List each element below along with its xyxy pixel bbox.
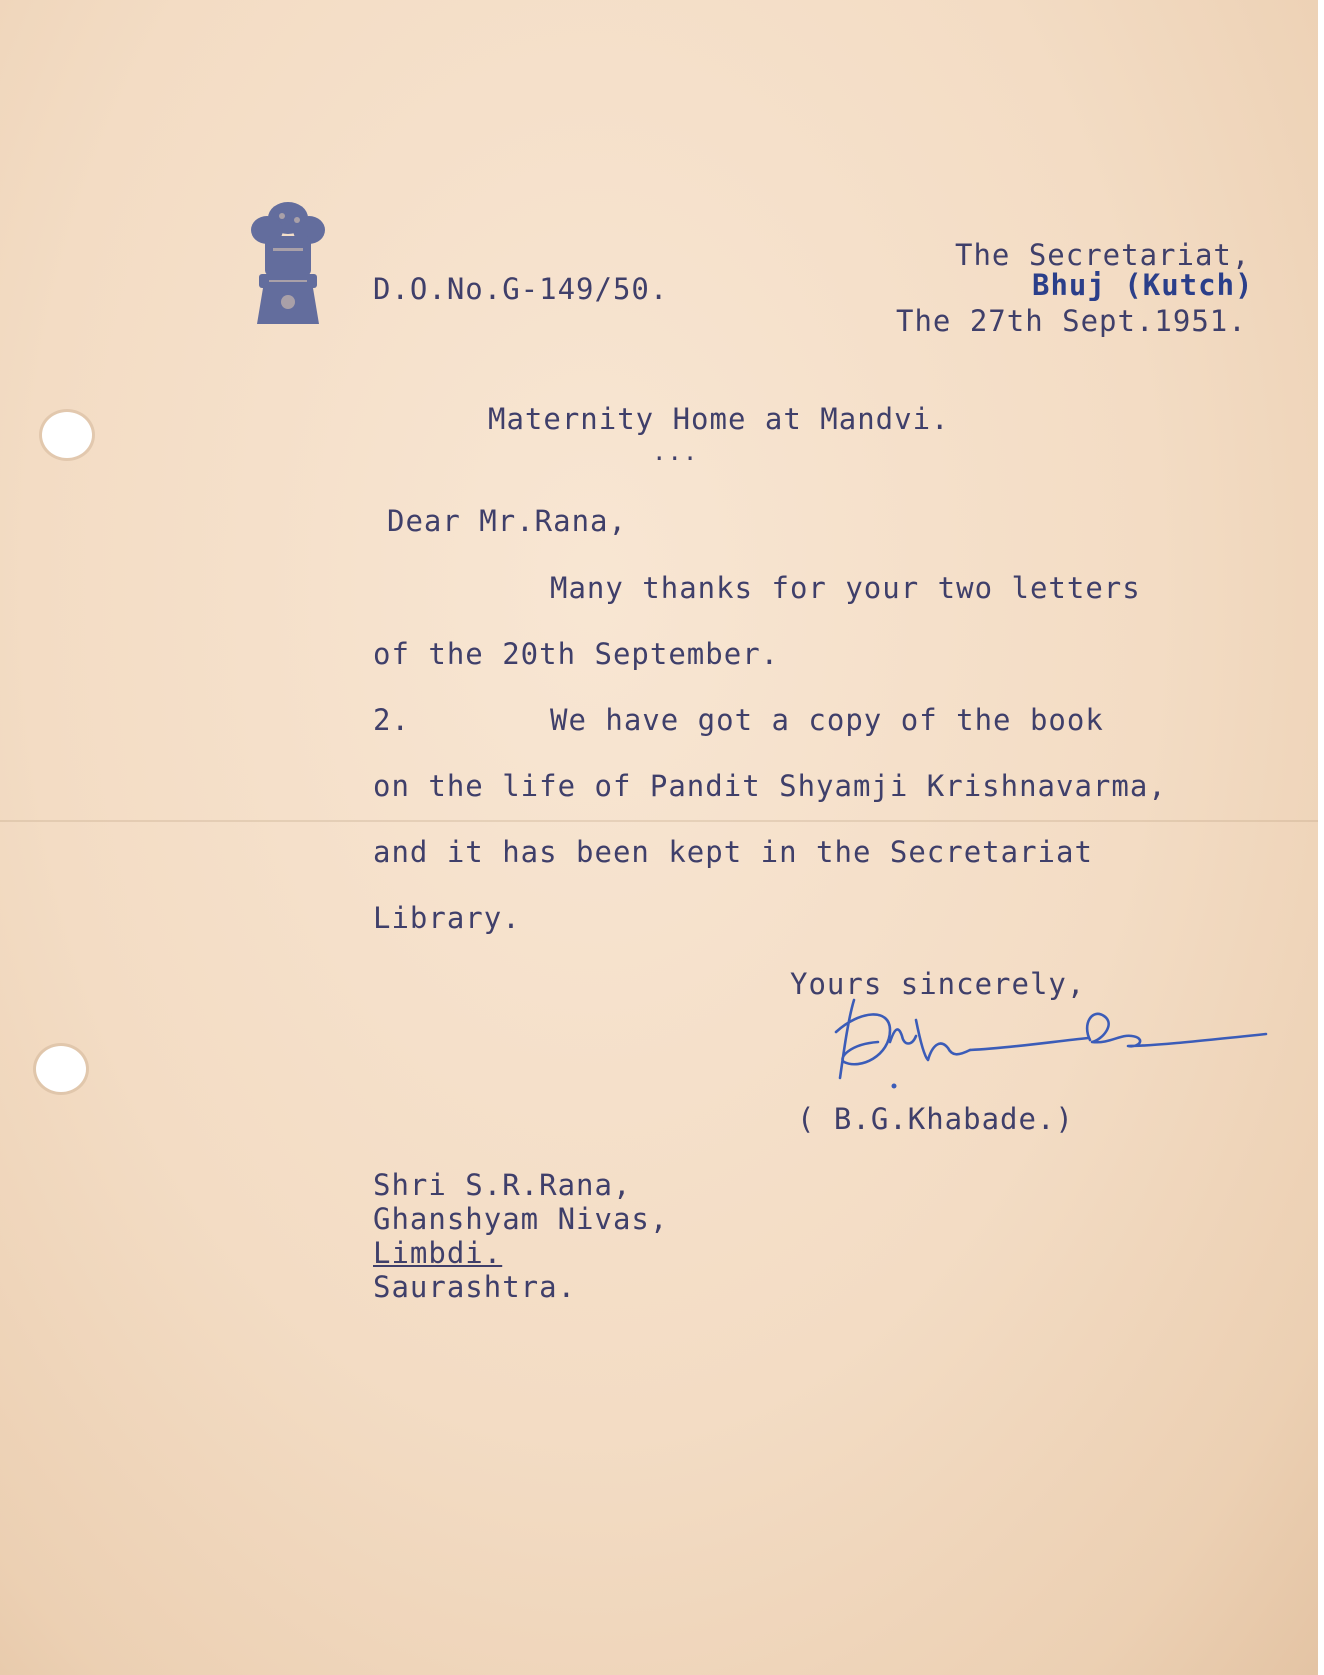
punch-hole-top (42, 412, 92, 458)
sender-address-stamp: Bhuj (Kutch) (1032, 268, 1254, 302)
recipient-line-3: Limbdi. (373, 1236, 503, 1270)
paragraph2-line-3: and it has been kept in the Secretariat (373, 835, 1093, 869)
letter-date: The 27th Sept.1951. (896, 304, 1247, 338)
closing: Yours sincerely, (790, 967, 1086, 1001)
salutation: Dear Mr.Rana, (387, 504, 627, 538)
signature-icon (820, 990, 1280, 1100)
national-emblem-icon (245, 196, 331, 328)
paragraph-number: 2. (373, 703, 410, 737)
recipient-line-1: Shri S.R.Rana, (373, 1168, 632, 1202)
subject-marker: ... (652, 438, 699, 466)
paragraph2-line-2: on the life of Pandit Shyamji Krishnavarma, (373, 769, 1167, 803)
punch-hole-bottom (36, 1046, 86, 1092)
signatory-name: ( B.G.Khabade.) (797, 1102, 1074, 1136)
letter-subject: Maternity Home at Mandvi. (488, 402, 950, 436)
reference-number: D.O.No.G-149/50. (373, 272, 669, 306)
recipient-line-4: Saurashtra. (373, 1270, 577, 1304)
body-line-2: of the 20th September. (373, 637, 780, 671)
paragraph2-line-4: Library. (373, 901, 521, 935)
sender-address-line1: The Secretariat, (955, 238, 1251, 272)
paper-fold-line (0, 820, 1318, 822)
paragraph2-line-1: We have got a copy of the book (550, 703, 1104, 737)
body-line-1: Many thanks for your two letters (550, 571, 1141, 605)
recipient-line-2: Ghanshyam Nivas, (373, 1202, 669, 1236)
